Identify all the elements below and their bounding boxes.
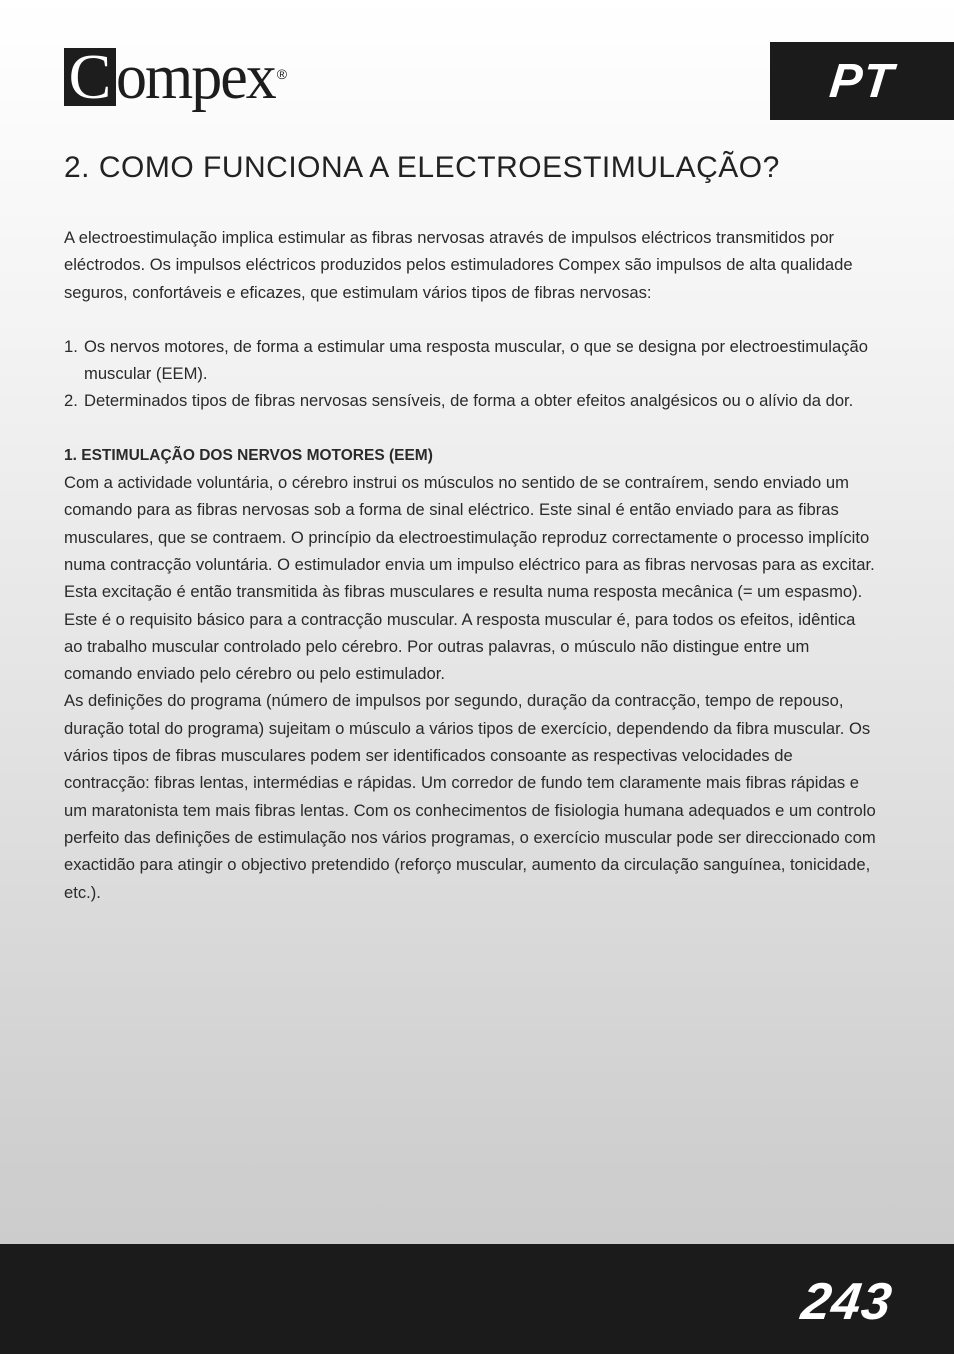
list-item — [64, 387, 876, 414]
compex-logo — [64, 42, 287, 122]
main-content — [64, 224, 876, 906]
logo-wordmark: ompex — [116, 41, 275, 113]
list-number: 1. — [64, 336, 78, 356]
list-item — [64, 333, 876, 388]
footer-bar — [0, 1244, 954, 1354]
list-text: Os nervos motores, de forma a estimular uma resposta muscular, o que se designa por electroestimulação muscular (EEM). — [84, 336, 868, 384]
language-tab — [770, 42, 954, 120]
spacer — [64, 415, 876, 442]
intro-paragraph: A electroestimulação implica estimular as fibras nervosas através de impulsos eléctricos transmitidos por eléctrodos. Os impulsos eléctricos produzidos pelos estimuladores Compex são impulsos de alta qualidade seguros, confortáveis e eficazes, que estimulam vários tipos de fibras nervosas: — [64, 228, 853, 302]
list-text: Determinados tipos de fibras nervosas sensíveis, de forma a obter efeitos analgésicos ou o alívio da dor. — [84, 391, 854, 411]
section-heading: 1. ESTIMULAÇÃO DOS NERVOS MOTORES (EEM) — [64, 446, 433, 464]
registered-mark: ® — [276, 66, 288, 82]
language-code: PT — [827, 54, 897, 108]
section-paragraph: As definições do programa (número de impulsos por segundo, duração da contracção, tempo de repouso, duração total do programa) sujeitam o músculo a vários tipos de exercício, dependendo da fibra muscular. Os vários tipos de fibras musculares podem ser identificados consoante as respectivas velocidades de contracção: fibras lentas, intermédias e rápidas. Um corredor de fundo tem claramente mais fibras rápidas e um maratonista tem mais fibras lentas. Com os conhecimentos de fisiologia humana adequados e um controlo perfeito das definições de estimulação nos vários programas, o exercício muscular pode ser direccionado com exactidão para atingir o objectivo pretendido (reforço muscular, aumento da circulação sanguínea, tonicidade, etc.). — [64, 691, 876, 902]
logo-initial: C — [64, 48, 116, 106]
page-title: 2. COMO FUNCIONA A ELECTROESTIMULAÇÃO? — [64, 151, 780, 184]
spacer — [64, 306, 876, 333]
section-paragraph: Com a actividade voluntária, o cérebro instrui os músculos no sentido de se contraírem, sendo enviado um comando para as fibras nervosas sob a forma de sinal eléctrico. Este sinal é então enviado para as fibras musculares, que se contraem. O princípio da electroestimulação reproduz correctamente o processo implícito numa contracção voluntária. O estimulador envia um impulso eléctrico para as fibras nervosas para as excitar. Esta excitação é então transmitida às fibras musculares e resulta numa resposta mecânica (= um espasmo). Este é o requisito básico para a contracção muscular. A resposta muscular é, para todos os efeitos, idêntica ao trabalho muscular controlado pelo cérebro. Por outras palavras, o músculo não distingue entre um comando enviado pelo cérebro ou pelo estimulador. — [64, 473, 875, 684]
list-number: 2. — [64, 391, 78, 411]
page-number: 243 — [798, 1273, 897, 1331]
